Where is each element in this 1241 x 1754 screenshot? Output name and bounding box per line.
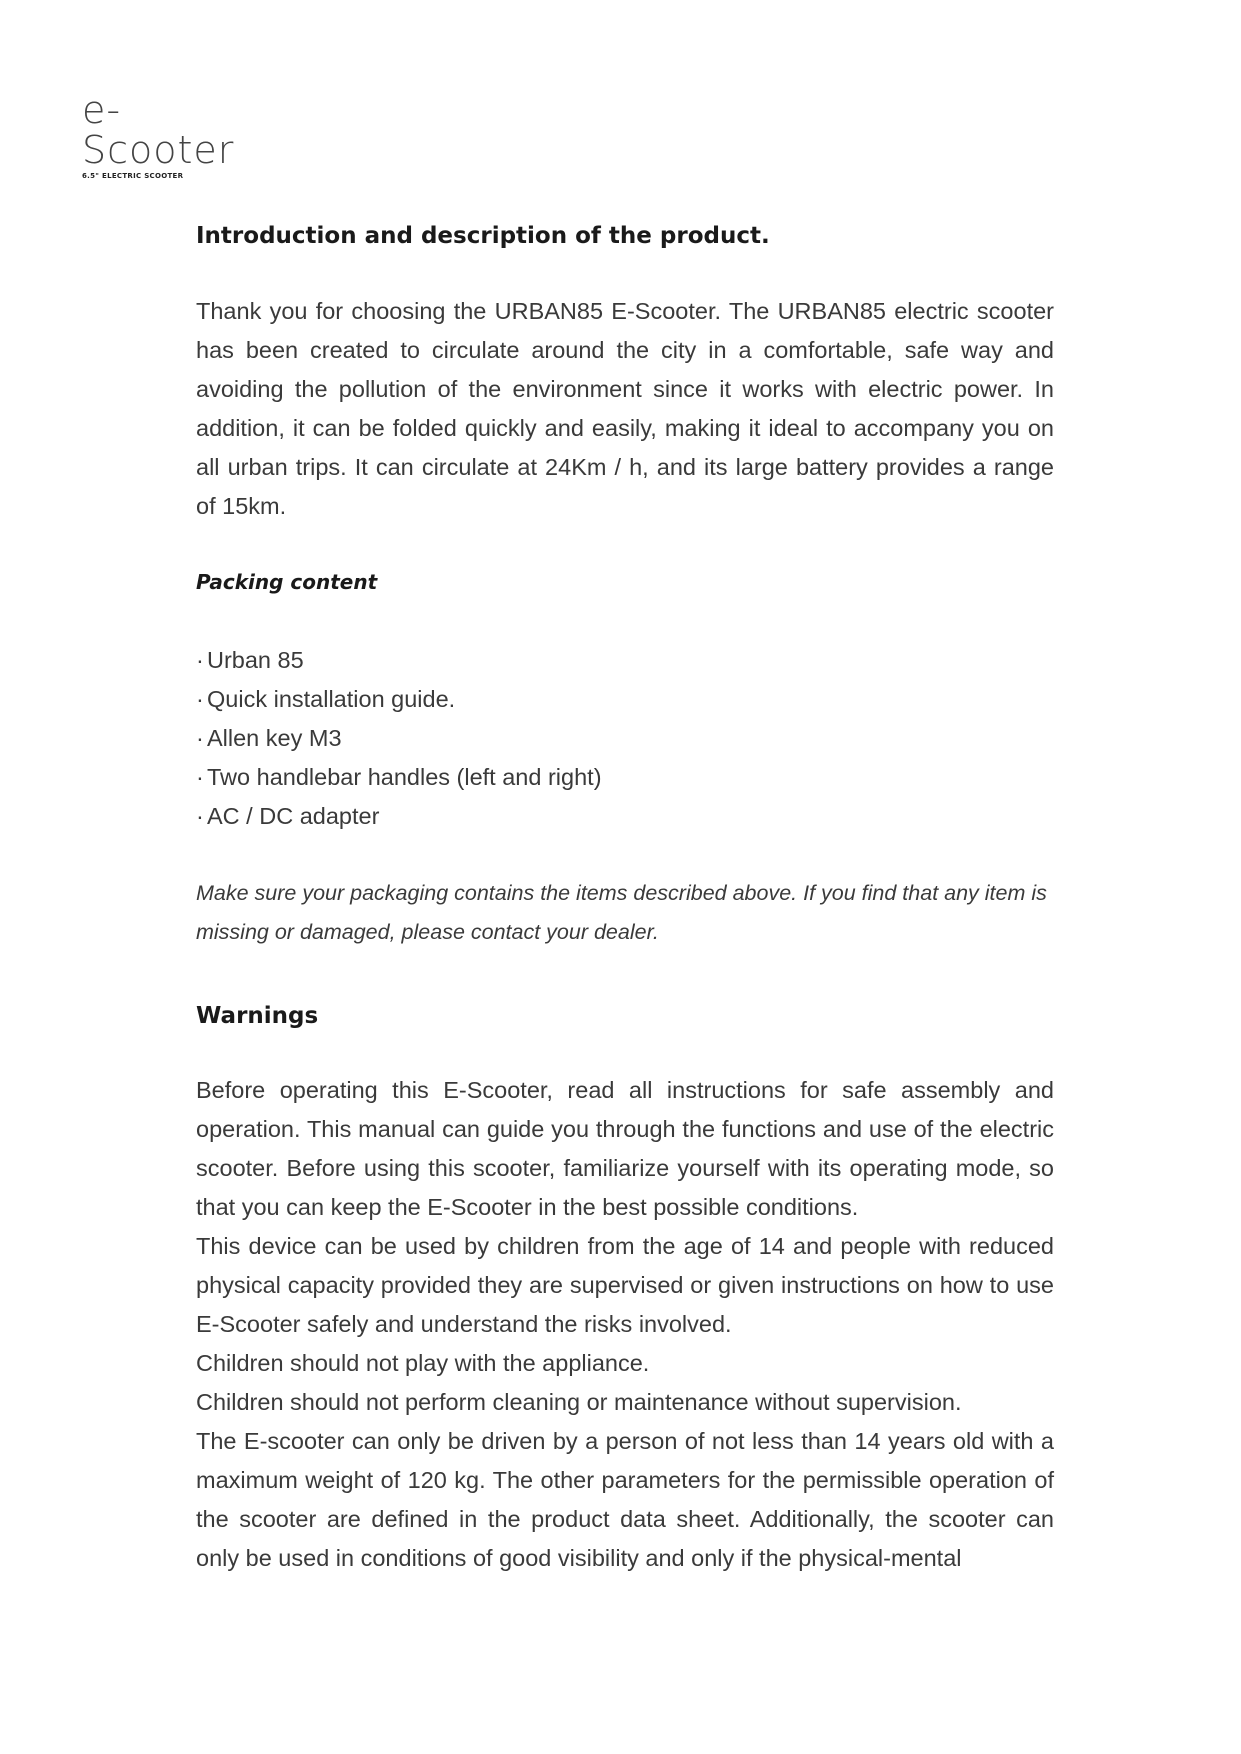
warnings-paragraph: This device can be used by children from the age of 14 and people with reduced physical capacity provided they are supervised or given instructions on how to use E-Scooter safely and understand the risks involved. bbox=[196, 1233, 1054, 1337]
logo-wordmark: e-Scooter bbox=[82, 88, 235, 172]
warnings-paragraph: Children should not play with the appliance. bbox=[196, 1350, 650, 1376]
list-item: · Allen key M3 bbox=[196, 725, 342, 751]
warnings-paragraph: Children should not perform cleaning or maintenance without supervision. bbox=[196, 1389, 962, 1415]
warnings-text bbox=[196, 1071, 1054, 1578]
brand-logo bbox=[82, 90, 262, 181]
document-body bbox=[196, 214, 1054, 1578]
logo-tagline: 6.5" ELECTRIC SCOOTER bbox=[82, 172, 184, 180]
list-item: · Urban 85 bbox=[196, 647, 304, 673]
list-item: · AC / DC adapter bbox=[196, 803, 380, 829]
intro-heading: Introduction and description of the product. bbox=[196, 223, 770, 249]
warnings-paragraph: Before operating this E-Scooter, read all instructions for safe assembly and operation. This manual can guide you through the functions and use of the electric scooter. Before using this scooter, familiarize yourself with its operating mode, so that you can keep the E-Scooter in the best possible conditions. bbox=[196, 1077, 1054, 1220]
list-item: · Quick installation guide. bbox=[196, 686, 456, 712]
warnings-heading: Warnings bbox=[196, 1003, 319, 1029]
packing-note: Make sure your packaging contains the items described above. If you find that any item is missing or damaged, please contact your dealer. bbox=[196, 881, 1047, 944]
packing-heading: Packing content bbox=[196, 570, 378, 594]
intro-paragraph: Thank you for choosing the URBAN85 E-Scooter. The URBAN85 electric scooter has been created to circulate around the city in a comfortable, safe way and avoiding the pollution of the environment since it works with electric power. In addition, it can be folded quickly and easily, making it ideal to accompany you on all urban trips. It can circulate at 24Km / h, and its large battery provides a range of 15km. bbox=[196, 298, 1054, 519]
list-item: · Two handlebar handles (left and right) bbox=[196, 764, 602, 790]
packing-list bbox=[196, 641, 1054, 836]
warnings-paragraph: The E-scooter can only be driven by a person of not less than 14 years old with a maximum weight of 120 kg. The other parameters for the permissible operation of the scooter are defined in the product data sheet. Additionally, the scooter can only be used in conditions of good visibility and only if the physical-mental bbox=[196, 1428, 1054, 1571]
